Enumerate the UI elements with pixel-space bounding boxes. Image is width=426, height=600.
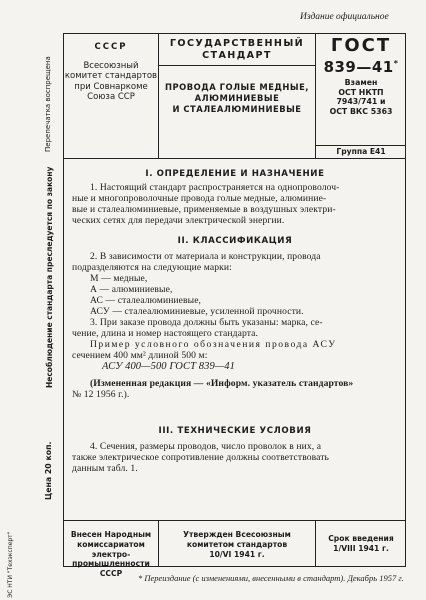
footer-line: комитетом стандартов xyxy=(186,539,288,549)
standard-name-line: ПРОВОДА ГОЛЫЕ МЕДНЫЕ, xyxy=(165,82,309,92)
standard-name-line: И СТАЛЕАЛЮМИНИЕВЫЕ xyxy=(172,104,302,114)
list-item: АС — сталеалюминиевые, xyxy=(90,295,202,306)
section-1-paragraph xyxy=(72,182,402,226)
edition-note-line: № 12 1956 г.). xyxy=(72,389,130,400)
country-label: СССР xyxy=(94,42,128,52)
gost-label: ГОСТ xyxy=(330,35,392,56)
header-divider xyxy=(63,158,406,159)
text-line: вые и сталеалюминиевые, применяемые в воздушных электри- xyxy=(72,204,336,215)
replaces-block xyxy=(316,78,406,116)
standard-name-line: АЛЮМИНИЕВЫЕ xyxy=(194,93,280,103)
footer-line: 1/VIII 1941 г. xyxy=(333,544,389,553)
issuer-block xyxy=(64,42,158,103)
gost-block xyxy=(316,36,406,76)
replaces-line: Взамен xyxy=(344,78,378,87)
list-item: А — алюминиевые, xyxy=(90,284,173,295)
replaces-line: 7943/741 и xyxy=(336,97,386,107)
example-caption: Пример условного обозначения провода АСУ xyxy=(90,339,337,350)
standard-name xyxy=(159,82,315,115)
group-divider xyxy=(315,145,406,146)
footer-line: Утвержден Всесоюзным xyxy=(183,530,291,539)
text-line: данным табл. 1. xyxy=(72,463,138,474)
text-line: ные и многопроволочные провода голые медные, алюминие- xyxy=(72,193,327,204)
text-line: 2. В зависимости от материала и конструкции, провода xyxy=(90,251,321,262)
list-item: АСУ — сталеалюминиевые, усиленной прочности. xyxy=(90,306,304,317)
approved-by xyxy=(159,530,315,559)
text-line: также электрическое сопротивление должны соответствовать xyxy=(72,452,330,463)
introduced-by xyxy=(64,530,158,579)
reproduction-note: Перепечатка воспрещена xyxy=(44,56,52,152)
footer-line: комиссариатом электро- xyxy=(77,539,145,559)
issuer-line: при Совнаркоме xyxy=(74,81,148,92)
effective-date xyxy=(316,534,406,554)
publisher-note: ЭС НТИ "Техэксперт" xyxy=(7,531,14,598)
price-label: Цена 20 коп. xyxy=(44,441,53,500)
group-label: Группа Е41 xyxy=(336,147,386,156)
footer-line: Срок введения xyxy=(328,534,394,543)
footer-line: 10/VI 1941 г. xyxy=(209,549,265,559)
section-3-paragraph xyxy=(72,441,402,474)
edition-note-line: (Измененная редакция — «Информ. указатель стандартов» xyxy=(90,378,354,389)
section-2-title: II. КЛАССИФИКАЦИЯ xyxy=(177,236,293,246)
section-2-paragraph xyxy=(72,251,402,400)
text-line: 1. Настоящий стандарт распространяется на однопроволоч- xyxy=(90,182,340,193)
list-item: М — медные, xyxy=(90,273,148,284)
issuer-line: Всесоюзный xyxy=(83,60,139,71)
issuer-line: Союза ССР xyxy=(87,92,135,102)
text-line: ческих сетях для передачи электрической энергии. xyxy=(72,215,285,226)
standard-type xyxy=(159,38,315,62)
text-line: подразделяются на следующие марки: xyxy=(72,262,232,273)
example-size: сечением 400 мм² длиной 500 м: xyxy=(72,350,208,361)
text-line: 4. Сечения, размеры проводов, число проволок в них, а xyxy=(90,441,322,452)
footer-line: Внесен Народным xyxy=(70,530,152,539)
issuer-line: комитет стандартов xyxy=(64,71,158,81)
replaces-line: ОСТ ВКС 5363 xyxy=(329,106,393,116)
section-3-title: III. ТЕХНИЧЕСКИЕ УСЛОВИЯ xyxy=(158,426,312,436)
edition-note: Издание официальное xyxy=(300,12,389,22)
standard-type-line: СТАНДАРТ xyxy=(202,50,272,61)
standard-type-line: ГОСУДАРСТВЕННЫЙ xyxy=(169,38,305,49)
footer-line: промышленности СССР xyxy=(72,559,150,579)
gost-number-line xyxy=(316,55,406,76)
example-formula: АСУ 400—500 ГОСТ 839—41 xyxy=(102,361,235,372)
gost-number: 839—41 xyxy=(323,58,394,76)
gost-asterisk: * xyxy=(393,59,399,68)
text-line: 3. При заказе провода должны быть указаны: марка, се- xyxy=(90,317,323,328)
replaces-line: ОСТ НКТП xyxy=(338,87,384,97)
text-line: чение, длина и номер настоящего стандарта. xyxy=(72,328,259,339)
reprint-note: * Переиздание (с изменениями, внесенными в стандарт). Декабрь 1957 г. xyxy=(138,573,404,583)
section-1-title: I. ОПРЕДЕЛЕНИЕ И НАЗНАЧЕНИЕ xyxy=(145,169,325,179)
footer-divider xyxy=(63,520,406,521)
compliance-note: Несоблюдение стандарта преследуется по закону xyxy=(45,166,54,388)
header-title-divider xyxy=(158,65,315,66)
